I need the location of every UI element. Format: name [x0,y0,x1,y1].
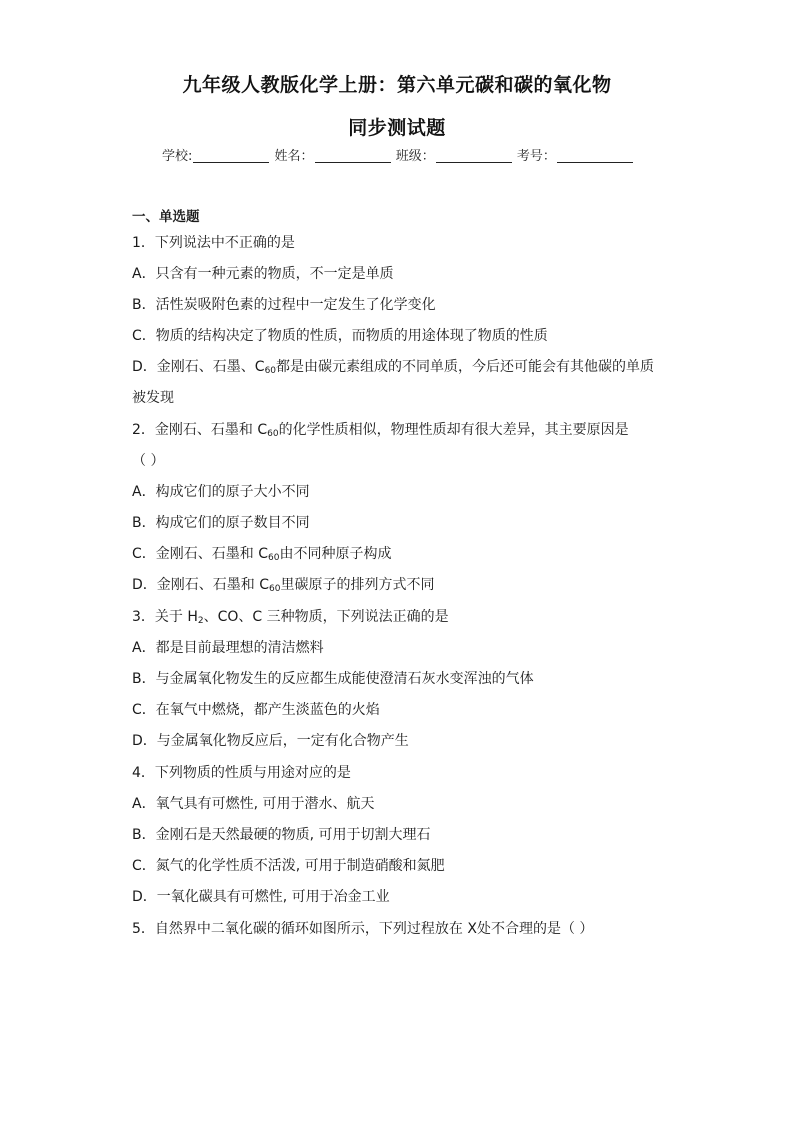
question-3-option-d: D．与金属氧化物反应后，一定有化合物产生 [132,733,409,749]
question-4-option-c: C．氮气的化学性质不活泼, 可用于制造硝酸和氮肥 [132,858,445,874]
school-label: 学校: [162,149,193,164]
question-1-option-c: C．物质的结构决定了物质的性质，而物质的用途体现了物质的性质 [132,328,548,344]
question-3-option-b: B．与金属氧化物发生的反应都生成能使澄清石灰水变浑浊的气体 [132,671,534,687]
document-title-line2: 同步测试题 [348,117,446,139]
name-label: 姓名： [274,149,314,164]
class-blank[interactable] [436,148,512,163]
document-title-line1: 九年级人教版化学上册：第六单元碳和碳的氧化物 [182,74,612,96]
exam-number-label: 考号： [516,149,556,164]
question-1-option-b: B．活性炭吸附色素的过程中一定发生了化学变化 [132,297,436,313]
question-1-option-d: D．金刚石、石墨、$C_{60}$都是由碳元素组成的不同单质，今后还可能会有其他碳的单质 [132,359,655,376]
name-blank[interactable] [315,148,391,163]
question-4-option-a: A．氧气具有可燃性, 可用于潜水、航天 [132,796,375,812]
question-4-option-d: D．一氧化碳具有可燃性, 可用于冶金工业 [132,889,390,905]
class-label: 班级： [395,149,435,164]
question-2-option-b: B．构成它们的原子数目不同 [132,515,310,531]
question-1-option-d-cont: 被发现 [132,390,174,406]
question-2-option-a: A．构成它们的原子大小不同 [132,484,310,500]
question-1-stem: 1．下列说法中不正确的是 [132,235,295,251]
question-3-option-a: A．都是目前最理想的清洁燃料 [132,640,324,656]
school-blank[interactable] [193,148,269,163]
question-5-stem: 5．自然界中二氧化碳的循环如图所示，下列过程放在 X处不合理的是（ ） [132,921,594,937]
question-2-stem-cont: （ ） [132,453,165,469]
section-title: 一、单选题 [132,209,200,225]
question-2-stem: 2．金刚石、石墨和 $C_{60}$的化学性质相似，物理性质却有很大差异，其主要原因是 [132,422,629,439]
student-info-line [162,145,642,164]
question-3-option-c: C．在氧气中燃烧，都产生淡蓝色的火焰 [132,702,380,718]
question-1-option-a: A．只含有一种元素的物质，不一定是单质 [132,266,394,282]
exam-number-blank[interactable] [557,148,633,163]
question-3-stem: 3．关于 $H_2$、CO、C 三种物质，下列说法正确的是 [132,609,449,626]
question-4-option-b: B．金刚石是天然最硬的物质, 可用于切割大理石 [132,827,431,843]
question-2-option-d: D．金刚石、石墨和 $C_{60}$里碳原子的排列方式不同 [132,577,435,594]
question-2-option-c: C．金刚石、石墨和 $C_{60}$由不同种原子构成 [132,546,392,563]
question-4-stem: 4．下列物质的性质与用途对应的是 [132,765,351,781]
